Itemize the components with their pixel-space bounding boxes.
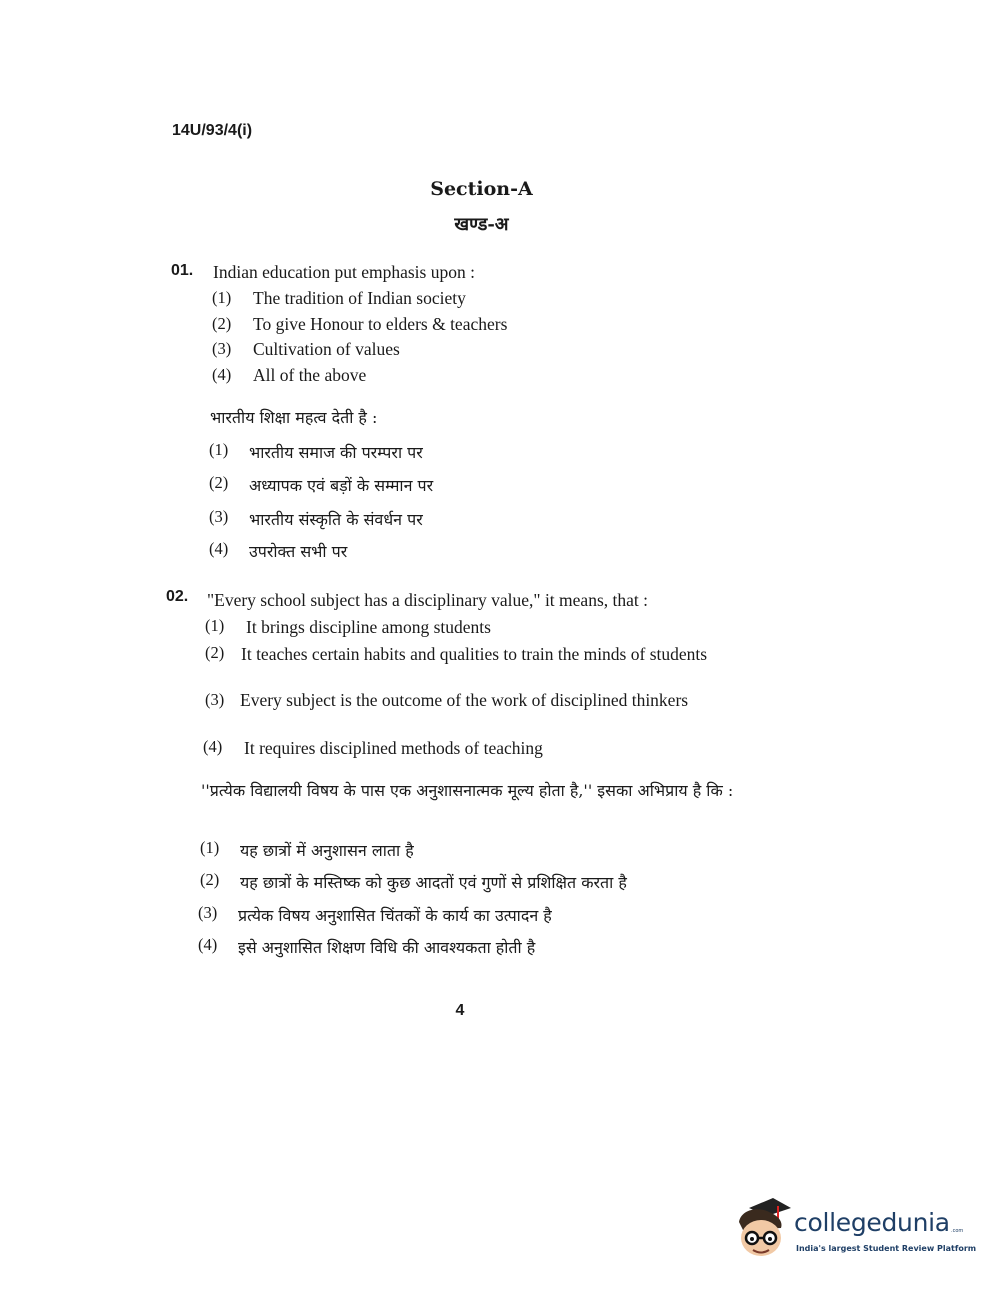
option-text: It requires disciplined methods of teaching bbox=[244, 738, 543, 758]
option-number: (4) bbox=[209, 539, 229, 558]
option-text: It teaches certain habits and qualities to train the minds of students bbox=[241, 644, 708, 664]
option-text: All of the above bbox=[253, 365, 367, 385]
option-text: Every subject is the outcome of the work of disciplined thinkers bbox=[240, 690, 689, 710]
option-text: The tradition of Indian society bbox=[253, 288, 466, 308]
mascot-icon bbox=[735, 1196, 795, 1260]
option-number: (4) bbox=[198, 935, 218, 954]
option-number: (2) bbox=[205, 643, 225, 662]
option-text-hindi: प्रत्येक विषय अनुशासित चिंतकों के कार्य का उत्पादन है bbox=[238, 906, 552, 925]
option-text-hindi: यह छात्रों के मस्तिष्क को कुछ आदतों एवं गुणों से प्रशिक्षित करता है bbox=[240, 873, 627, 892]
brand-name: collegedunia bbox=[794, 1208, 950, 1237]
option-text-hindi: उपरोक्त सभी पर bbox=[249, 542, 348, 561]
option-text-hindi: भारतीय समाज की परम्परा पर bbox=[249, 443, 423, 462]
option-number: (1) bbox=[200, 838, 220, 857]
option-number: (3) bbox=[198, 903, 218, 922]
option-number: (3) bbox=[205, 690, 225, 709]
option-number: (2) bbox=[209, 473, 229, 492]
brand-tagline: India's largest Student Review Platform bbox=[796, 1244, 977, 1253]
option-number: (1) bbox=[209, 440, 229, 459]
option-number: (2) bbox=[200, 870, 220, 889]
option-number: (3) bbox=[209, 507, 229, 526]
question-text-english: "Every school subject has a disciplinary value," it means, that : bbox=[207, 590, 648, 610]
option-text: Cultivation of values bbox=[253, 339, 400, 359]
option-number: (4) bbox=[203, 737, 223, 756]
question-text-hindi: ''प्रत्येक विद्यालयी विषय के पास एक अनुशासनात्मक मूल्य होता है,'' इसका अभिप्राय है कि : bbox=[201, 781, 734, 800]
option-number: (1) bbox=[212, 288, 232, 307]
brand-suffix: .com bbox=[951, 1228, 964, 1234]
option-number: (2) bbox=[212, 314, 232, 333]
option-number: (1) bbox=[205, 616, 225, 635]
option-text: To give Honour to elders & teachers bbox=[253, 314, 508, 334]
option-text-hindi: भारतीय संस्कृति के संवर्धन पर bbox=[249, 510, 423, 529]
option-text-hindi: यह छात्रों में अनुशासन लाता है bbox=[240, 841, 414, 860]
question-text-hindi: भारतीय शिक्षा महत्व देती है : bbox=[210, 408, 378, 427]
question-number: 01. bbox=[171, 262, 194, 279]
option-text-hindi: इसे अनुशासित शिक्षण विधि की आवश्यकता होती है bbox=[238, 938, 536, 957]
option-text-hindi: अध्यापक एवं बड़ों के सम्मान पर bbox=[249, 476, 434, 495]
option-text: It brings discipline among students bbox=[246, 617, 491, 637]
page-number: 4 bbox=[455, 1002, 465, 1019]
option-number: (3) bbox=[212, 339, 232, 358]
paper-code: 14U/93/4(i) bbox=[172, 122, 253, 139]
question-number: 02. bbox=[166, 588, 189, 605]
question-text-english: Indian education put emphasis upon : bbox=[213, 262, 475, 282]
section-title-hindi: खण्ड-अ bbox=[454, 214, 509, 235]
section-title-english: Section-A bbox=[430, 178, 533, 200]
option-number: (4) bbox=[212, 365, 232, 384]
